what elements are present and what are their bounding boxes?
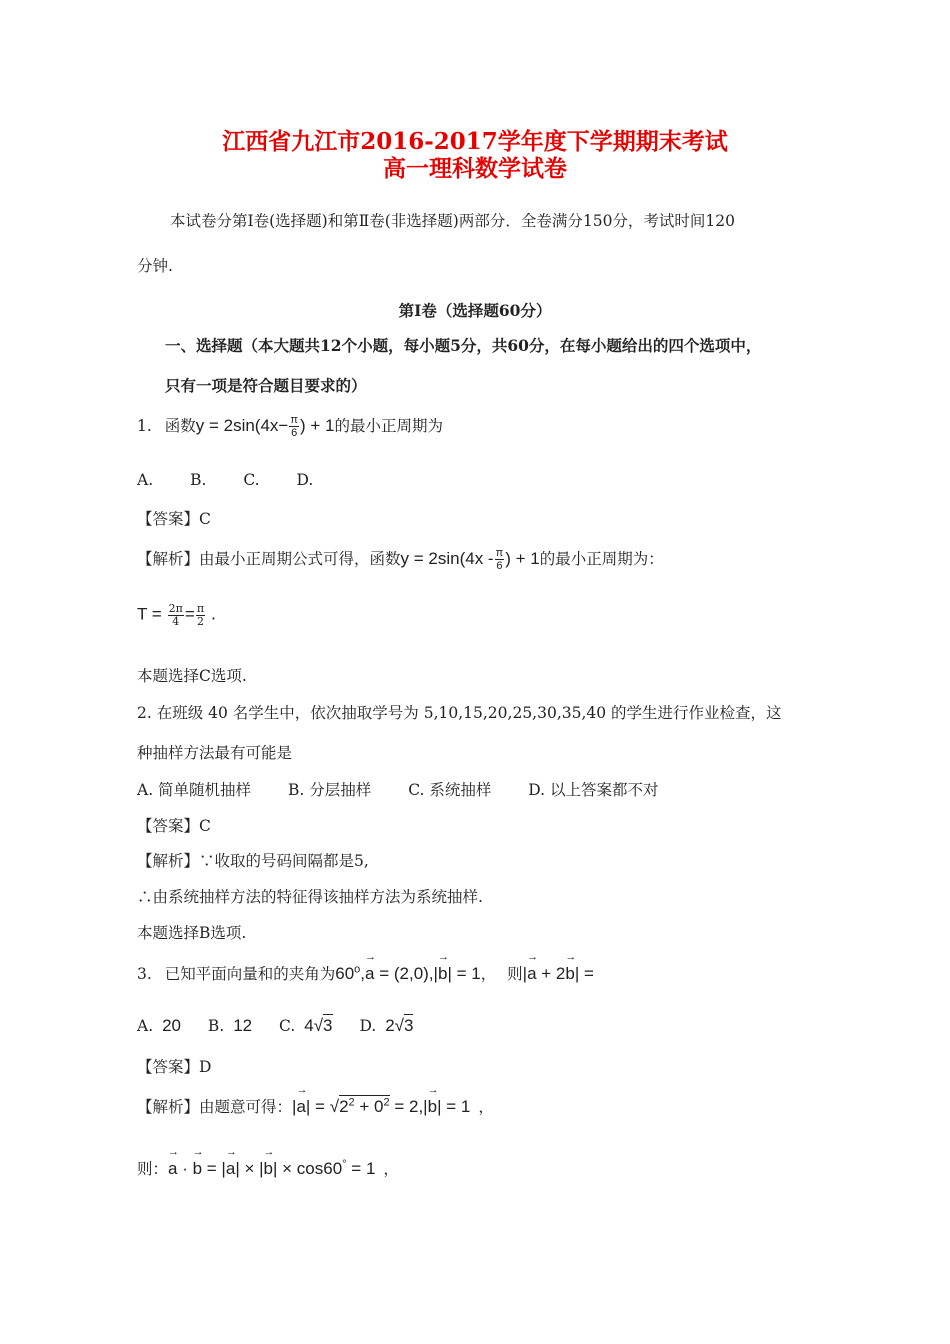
formula [168,1159,375,1178]
superscript: ° [342,1158,347,1171]
vector-b: → b [438,964,447,984]
radicand: 3 [404,1016,414,1035]
fraction-denominator: 2 [196,615,204,628]
fraction [168,603,184,628]
analysis-text: 由题意可得： [199,1098,293,1116]
q3-options [137,1016,413,1036]
option-c: C. [243,471,260,489]
intro-line-1: 本试卷分第Ⅰ卷(选择题)和第Ⅱ卷(非选择题)两部分．全卷满分150分，考试时间120 [170,212,736,230]
formula-part: . [211,605,216,624]
superscript: 2 [348,1096,355,1109]
section-heading: 第Ⅰ卷（选择题60分） [398,301,552,320]
fraction-numerator: 2π [168,602,183,615]
formula-part: , [360,964,366,983]
question-2-line-1: 2. 在班级 40 名学生中，依次抽取学号为 5,10,15,20,25,30,35,40 的学生进行作业检查，这 [137,704,782,722]
coefficient: 2 [385,1016,395,1035]
vector-a: → a [527,964,536,984]
formula-part: · [177,1159,193,1178]
option-c: C. 系统抽样 [408,781,492,799]
vector-b: → b [193,1159,202,1179]
formula [195,414,335,440]
option-b: B. 分层抽样 [288,781,372,799]
fraction-numerator: π [196,602,205,615]
analysis-label: 【解析】 [137,550,200,568]
option-b-value: 12 [233,1016,253,1035]
fraction [289,414,299,439]
formula-part: 2 [339,1097,349,1116]
analysis-text: 的最小正周期为： [539,550,664,568]
vector-b: → b [428,1097,437,1117]
q2-options [137,778,659,800]
q3-dot-product [137,1157,399,1179]
formula [335,964,480,983]
formula: |→ $a| = √2^2 + 0^2 = 2,|\to b| = 1$ [292,1097,470,1116]
q1-conclusion: 本题选择C选项. [137,667,247,685]
formula-part: T = [137,604,162,624]
fraction-denominator: 4 [172,615,180,628]
option-b-label: B. [207,1017,225,1035]
option-a: A. [137,471,154,489]
question-text: 函数 [164,417,196,435]
formula-part: | [292,1097,297,1116]
q3-answer: 【答案】D [137,1058,212,1076]
analysis-text: 由最小正周期公式可得，函数 [199,550,401,568]
formula-part: 60 [335,964,355,983]
formula [523,964,594,983]
fraction-numerator: π [495,547,504,560]
analysis-text: 则： [137,1160,169,1178]
formula-part: + 2 [536,964,566,983]
formula-part: ) + 1 [299,416,335,435]
formula-part: | = [305,1097,330,1116]
fraction-denominator: 6 [291,427,298,440]
formula-part: = [184,604,195,624]
q3-analysis [137,1095,494,1117]
formula-part: = | [202,1159,226,1178]
fraction-numerator: π [290,414,298,427]
page-subtitle: 高一理科数学试卷 [383,155,567,182]
q1-answer: 【答案】C [137,510,211,528]
option-a: A. 简单随机抽样 [137,781,252,799]
q1-options [137,471,313,489]
vector-a: → a [365,964,374,984]
formula-part: = 1 [346,1159,376,1178]
formula-part: y = 2sin(4x− [195,416,289,435]
fraction-denominator: 6 [496,560,503,573]
option-a-label: A. [137,1017,154,1035]
question-text: 则 [507,965,523,983]
option-a-value: 20 [162,1016,181,1035]
question-text: 的最小正周期为 [334,417,443,435]
fraction [495,547,505,572]
q2-answer: 【答案】C [137,817,211,835]
analysis-label: 【解析】 [137,1098,200,1116]
q2-analysis: 【解析】∵收取的号码间隔都是5, [137,852,369,870]
option-c-value: 4√3 [304,1016,333,1035]
section-instructions-line-1: 一、选择题（本大题共12个小题，每小题5分，共60分，在每小题给出的四个选项中， [165,336,762,355]
vector-a: → a [226,1159,235,1179]
punctuation: ， [478,1098,494,1116]
formula-part: y = 2sin(4x - [400,549,494,568]
q1-analysis [137,547,664,572]
superscript: o [354,963,361,976]
coefficient: 4 [304,1016,314,1035]
fraction [196,603,205,628]
formula-part: = 2,| [389,1097,428,1116]
formula-part: | × | [235,1159,264,1178]
option-d-label: D. [359,1017,377,1035]
question-number: 1. [137,417,152,435]
option-b: B. [190,471,207,489]
vector-a: → a [296,1097,305,1117]
formula-part: | = 1 [447,964,481,983]
formula [400,547,540,573]
vector-b: → b [264,1159,273,1179]
section-instructions-line-2: 只有一项是符合题目要求的） [165,376,367,395]
q2-conclusion: 本题选择B选项. [137,924,247,942]
vector-b: → b [565,964,574,984]
formula-part: ) + 1 [505,549,540,568]
punctuation: ， [383,1160,399,1178]
page-title: 江西省九江市2016-2017学年度下学期期末考试 [222,128,728,155]
superscript: 2 [383,1096,390,1109]
question-text: 已知平面向量和的夹角为 [164,965,336,983]
option-d: D. 以上答案都不对 [528,781,659,799]
option-d-value: 2√3 [385,1016,414,1035]
formula-part: | × cos60 [273,1159,343,1178]
option-d: D. [296,471,314,489]
formula-part: | = [574,964,594,983]
option-c-label: C. [279,1017,296,1035]
intro-line-2: 分钟. [137,257,173,275]
punctuation: ， [480,965,497,983]
q2-analysis-2: ∴由系统抽样方法的特征得该抽样方法为系统抽样. [137,888,483,906]
question-number: 3. [137,965,152,983]
formula-part: + 0 [354,1097,384,1116]
radicand: 3 [323,1016,333,1035]
radicand [339,1095,390,1116]
formula-part: = (2,0),| [374,964,438,983]
formula-part: | = 1 [437,1097,471,1116]
question-1 [137,414,443,439]
q1-period-formula [137,603,216,628]
question-2-line-2: 种抽样方法最有可能是 [137,744,293,762]
vector-a: → a [168,1159,177,1179]
formula-part: | [522,964,528,983]
question-3 [137,962,594,984]
